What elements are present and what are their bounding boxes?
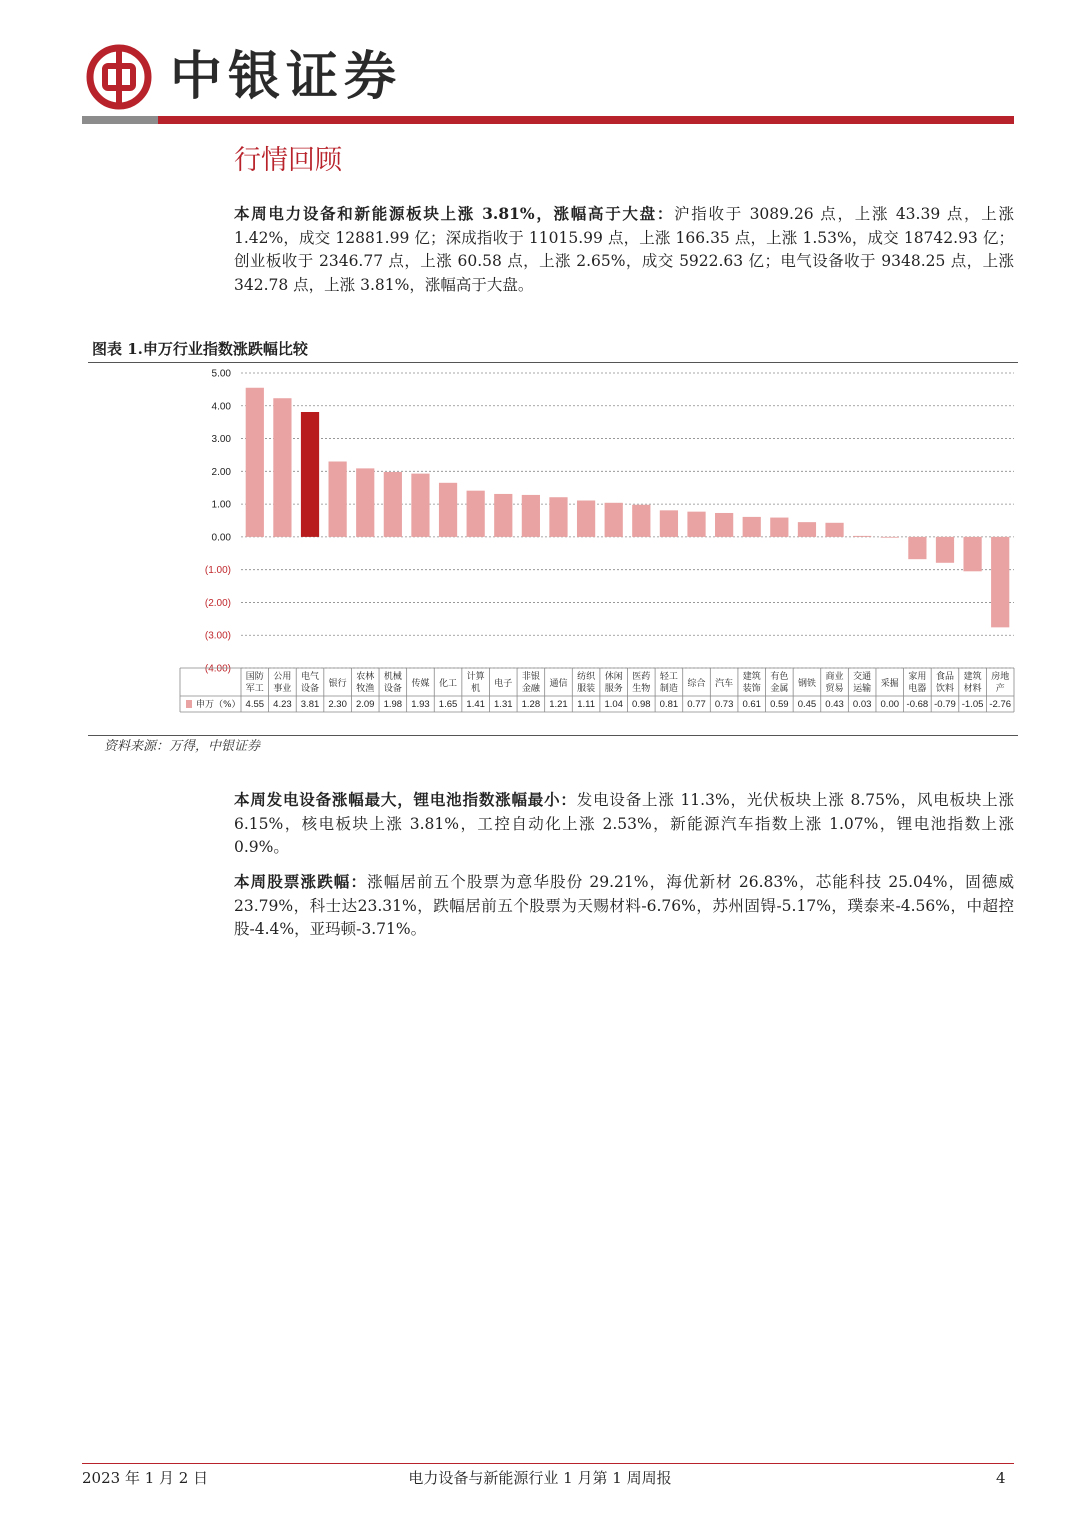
x-tick-label: 军工 — [245, 684, 264, 694]
x-tick-label: 机 — [471, 684, 481, 694]
x-tick-label: 医药 — [632, 672, 651, 682]
brand-name: 中银证券 — [170, 47, 403, 107]
footer-rule — [82, 1463, 1014, 1464]
x-tick-label: 纺织 — [577, 672, 596, 682]
bar — [273, 398, 291, 537]
bar — [439, 483, 457, 537]
bar — [798, 522, 816, 537]
bar — [301, 412, 319, 537]
paragraph-sector-performance — [234, 788, 1014, 860]
data-table-value: 1.11 — [577, 699, 595, 710]
industry-index-bar-chart — [88, 363, 1018, 735]
x-tick-label: 服务 — [604, 684, 623, 694]
data-table-value: 3.81 — [300, 699, 320, 710]
paragraph-lead: 本周股票涨跌幅： — [234, 872, 368, 891]
bar — [963, 537, 981, 571]
bar — [577, 501, 595, 537]
x-tick-label: 产 — [995, 684, 1005, 694]
x-tick-label: 家用 — [908, 672, 927, 682]
paragraph-stock-movers — [234, 870, 1014, 942]
bar — [715, 513, 733, 537]
x-tick-label: 贸易 — [825, 684, 844, 694]
figure-title: 图表 1.申万行业指数涨跌幅比较 — [92, 340, 308, 358]
data-table-value: 2.09 — [355, 699, 375, 710]
y-tick-label: 1.00 — [211, 499, 231, 511]
data-table-value: 1.31 — [494, 699, 513, 710]
x-tick-label: 传媒 — [411, 679, 430, 689]
bar — [632, 505, 650, 537]
x-tick-label: 房地 — [991, 672, 1010, 682]
paragraph-body: 发电设备上涨 11.3%，光伏板块上涨 8.75%，风电板块上涨 6.15%，核电板块上涨 3.81%，工控自动化上涨 2.53%，新能源汽车指数上涨 1.07%，锂电池指数上涨 0.9%。 — [234, 791, 1014, 856]
bar — [522, 495, 540, 537]
x-tick-label: 电气 — [301, 672, 320, 682]
bar — [467, 491, 485, 537]
bar — [356, 468, 374, 537]
x-tick-label: 服装 — [577, 684, 596, 694]
footer-report-title: 电力设备与新能源行业 1 月第 1 周周报 — [408, 1469, 672, 1487]
data-table-value: -0.68 — [906, 699, 929, 710]
x-tick-label: 事业 — [273, 684, 292, 694]
data-table-value: 1.65 — [438, 699, 458, 710]
x-tick-label: 生物 — [632, 684, 651, 694]
legend-swatch — [186, 700, 192, 708]
y-tick-label: (4.00) — [204, 663, 231, 675]
x-tick-label: 设备 — [301, 684, 320, 694]
footer-date: 2023 年 1 月 2 日 — [82, 1469, 209, 1487]
data-table-value: 0.43 — [825, 699, 844, 710]
header-bar-gray — [82, 116, 158, 124]
x-tick-label: 运输 — [853, 684, 872, 694]
x-tick-label: 饮料 — [935, 684, 954, 694]
footer-page-number: 4 — [996, 1469, 1006, 1487]
bar — [494, 494, 512, 537]
x-tick-label: 非银 — [521, 672, 540, 682]
data-table-value: 1.41 — [466, 699, 485, 710]
bar — [853, 536, 871, 537]
x-tick-label: 轻工 — [659, 672, 678, 682]
section-title: 行情回顾 — [234, 145, 342, 176]
data-table-value: 1.93 — [411, 699, 430, 710]
bar — [411, 474, 429, 537]
x-tick-label: 农林 — [356, 672, 375, 682]
data-table-value: 1.04 — [604, 699, 623, 710]
x-tick-label: 化工 — [439, 679, 458, 689]
paragraph-body: 涨幅居前五个股票为意华股份 29.21%，海优新材 26.83%，芯能科技 25.04%，固德威23.79%，科士达23.31%，跌幅居前五个股票为天赐材料-6.76%，苏州固锝-5.17%，璞泰来-4.56%，中超控股-4.4%，亚玛顿-3.71%。 — [234, 873, 1014, 938]
data-table-value: 4.23 — [273, 699, 292, 710]
x-tick-label: 金融 — [521, 684, 540, 694]
figure-rule-bottom — [88, 735, 1018, 736]
data-table-value: 0.77 — [687, 699, 706, 710]
x-tick-label: 建筑 — [963, 672, 982, 682]
bar — [246, 388, 264, 537]
x-tick-label: 休闲 — [604, 672, 623, 682]
x-tick-label: 商业 — [825, 672, 844, 682]
x-tick-label: 机械 — [383, 672, 402, 682]
x-tick-label: 计算 — [466, 672, 485, 682]
data-table-value: 0.03 — [852, 699, 872, 710]
bank-of-china-logo — [86, 44, 152, 110]
data-table-value: -2.76 — [989, 699, 1012, 710]
bar — [936, 537, 954, 563]
bar — [825, 523, 843, 537]
x-tick-label: 材料 — [963, 684, 982, 694]
x-tick-label: 国防 — [245, 672, 264, 682]
x-tick-label: 钢铁 — [797, 679, 816, 689]
data-table-value: 0.45 — [797, 699, 817, 710]
bar — [660, 510, 678, 537]
paragraph-body: 沪指收于 3089.26 点，上涨 43.39 点，上涨 1.42%，成交 12881.99 亿；深成指收于 11015.99 点，上涨 166.35 点，上涨 1.53%，成交 18742.93 亿；创业板收于 2346.77 点，上涨 60.58 点，上涨 2.65%，成交 5922.63 亿；电气设备收于 9348.25 点，上涨 342.78 点，上涨 3.81%，涨幅高于大盘。 — [234, 205, 1014, 294]
data-table-value: -1.05 — [961, 699, 984, 710]
y-tick-label: 5.00 — [211, 368, 231, 380]
header-bar-red — [158, 116, 1014, 124]
bar — [384, 472, 402, 537]
data-table-value: 0.59 — [770, 699, 789, 710]
y-tick-label: (3.00) — [204, 630, 231, 642]
y-tick-label: 4.00 — [211, 401, 231, 413]
paragraph-market-review — [234, 202, 1014, 297]
paragraph-lead: 本周电力设备和新能源板块上涨 3.81%，涨幅高于大盘： — [234, 204, 675, 223]
data-table-value: 0.00 — [880, 699, 900, 710]
figure-source: 资料来源：万得，中银证券 — [104, 739, 261, 754]
x-tick-label: 银行 — [328, 679, 347, 689]
bar — [770, 518, 788, 537]
bar — [329, 462, 347, 537]
x-tick-label: 金属 — [770, 684, 789, 694]
x-tick-label: 交通 — [853, 672, 872, 682]
y-tick-label: (1.00) — [204, 565, 231, 577]
data-table-value: 4.55 — [245, 699, 265, 710]
data-table-value: 2.30 — [328, 699, 347, 710]
x-tick-label: 汽车 — [715, 679, 734, 689]
bar — [908, 537, 926, 559]
x-tick-label: 采掘 — [880, 679, 899, 689]
legend-label: 申万（%） — [196, 700, 241, 710]
x-tick-label: 电器 — [908, 684, 927, 694]
bar — [881, 537, 899, 538]
paragraph-lead: 本周发电设备涨幅最大，锂电池指数涨幅最小： — [234, 790, 577, 809]
data-table-value: 1.21 — [549, 699, 568, 710]
x-tick-label: 有色 — [770, 672, 789, 682]
data-table-value: 0.73 — [714, 699, 734, 710]
data-table-value: 0.98 — [632, 699, 651, 710]
x-tick-label: 综合 — [687, 679, 706, 689]
y-tick-label: (2.00) — [204, 597, 231, 609]
y-tick-label: 0.00 — [211, 532, 231, 544]
x-tick-label: 公用 — [273, 672, 292, 682]
data-table-value: 1.98 — [383, 699, 403, 710]
x-tick-label: 食品 — [935, 672, 954, 682]
data-table-value: 0.61 — [742, 699, 761, 710]
y-tick-label: 3.00 — [211, 434, 231, 446]
bar — [605, 503, 623, 537]
data-table-value: 0.81 — [659, 699, 679, 710]
x-tick-label: 制造 — [659, 684, 678, 694]
x-tick-label: 电子 — [494, 679, 513, 689]
x-tick-label: 建筑 — [742, 672, 761, 682]
x-tick-label: 装饰 — [742, 684, 761, 694]
x-tick-label: 通信 — [549, 679, 568, 689]
y-tick-label: 2.00 — [211, 466, 231, 478]
data-table-value: -0.79 — [934, 699, 956, 710]
bar — [549, 497, 567, 537]
x-tick-label: 设备 — [383, 684, 402, 694]
bar — [743, 517, 761, 537]
x-tick-label: 牧渔 — [356, 684, 375, 694]
bar — [687, 512, 705, 537]
bar — [991, 537, 1009, 627]
data-table-value: 1.28 — [521, 699, 541, 710]
